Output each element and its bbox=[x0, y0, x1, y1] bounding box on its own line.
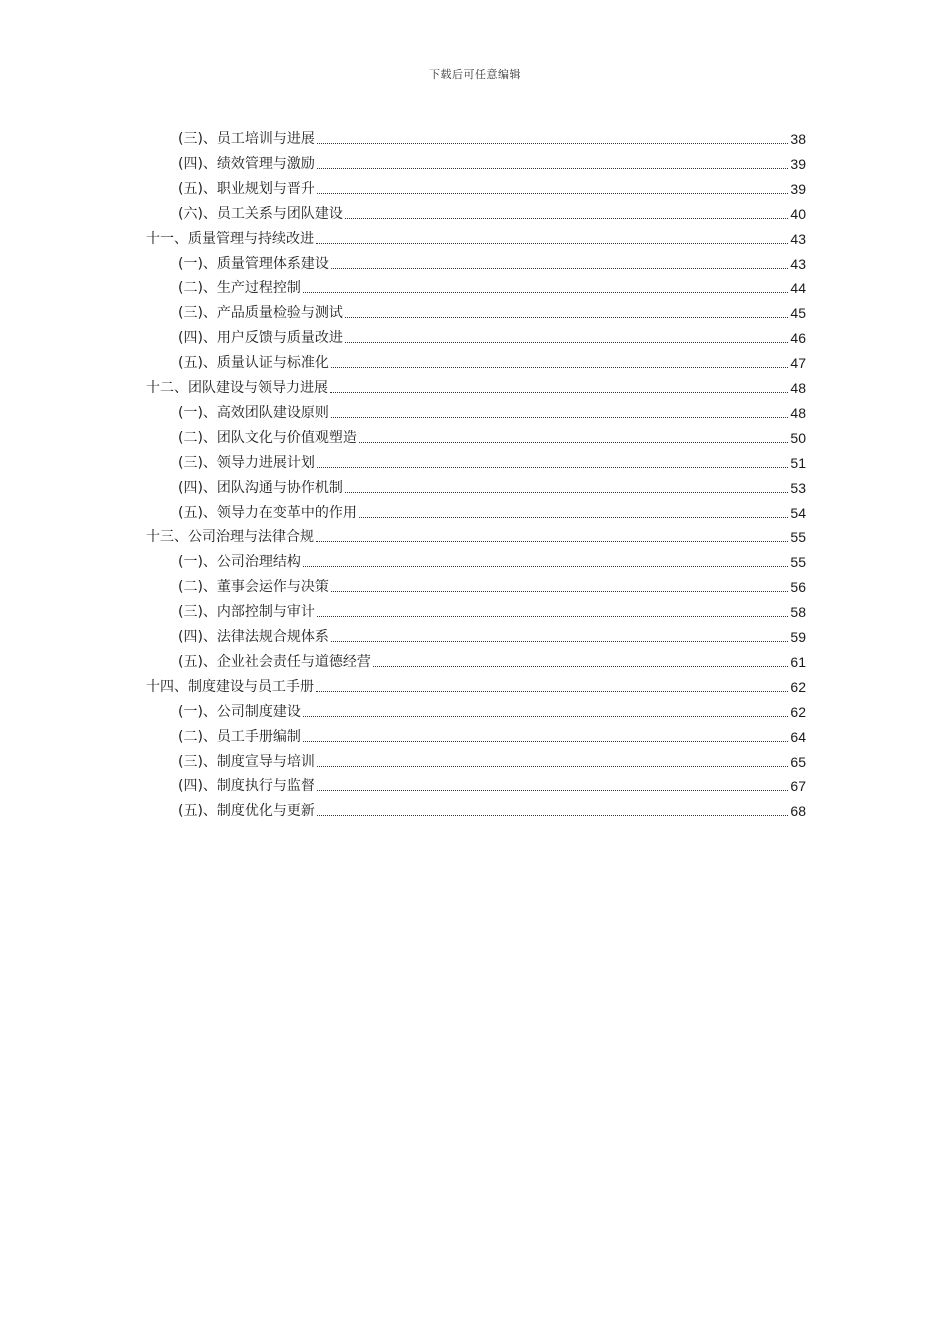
toc-entry-title: (五)、职业规划与晋升 bbox=[178, 180, 315, 197]
toc-section-entry[interactable] bbox=[178, 500, 806, 522]
toc-entry-title: (三)、产品质量检验与测试 bbox=[178, 305, 343, 322]
toc-dot-leader bbox=[359, 517, 788, 518]
toc-dot-leader bbox=[303, 292, 788, 293]
toc-entry-page-number: 47 bbox=[790, 355, 806, 372]
toc-section-entry[interactable] bbox=[178, 300, 806, 322]
toc-section-entry[interactable] bbox=[178, 773, 806, 795]
toc-dot-leader bbox=[316, 691, 788, 692]
toc-section-entry[interactable] bbox=[178, 425, 806, 447]
toc-dot-leader bbox=[317, 143, 788, 144]
toc-entry-title: (五)、质量认证与标准化 bbox=[178, 355, 329, 372]
toc-dot-leader bbox=[316, 541, 788, 542]
toc-section-entry[interactable] bbox=[178, 475, 806, 497]
toc-section-entry[interactable] bbox=[178, 549, 806, 571]
toc-entry-page-number: 59 bbox=[790, 629, 806, 645]
toc-entry-title: (二)、生产过程控制 bbox=[178, 280, 301, 297]
toc-entry-title: (一)、高效团队建设原则 bbox=[178, 404, 329, 421]
toc-section-entry[interactable] bbox=[178, 724, 806, 746]
toc-dot-leader bbox=[303, 741, 788, 742]
toc-section-entry[interactable] bbox=[178, 400, 806, 422]
toc-entry-page-number: 51 bbox=[790, 454, 806, 471]
toc-section-entry[interactable] bbox=[178, 251, 806, 273]
toc-entry-title: (四)、制度执行与监督 bbox=[178, 778, 315, 795]
toc-entry-page-number: 55 bbox=[790, 529, 806, 546]
toc-entry-title: 十四、制度建设与员工手册 bbox=[146, 678, 314, 695]
toc-dot-leader bbox=[316, 243, 788, 244]
toc-dot-leader bbox=[303, 716, 788, 717]
toc-dot-leader bbox=[345, 317, 788, 318]
toc-section-entry[interactable] bbox=[178, 699, 806, 721]
toc-entry-title: (五)、制度优化与更新 bbox=[178, 803, 315, 820]
toc-entry-title: 十三、公司治理与法律合规 bbox=[146, 529, 314, 546]
toc-entry-page-number: 40 bbox=[790, 205, 806, 222]
toc-dot-leader bbox=[303, 566, 788, 567]
toc-section-entry[interactable] bbox=[178, 275, 806, 297]
toc-entry-page-number: 67 bbox=[790, 778, 806, 795]
toc-entry-title: (四)、绩效管理与激励 bbox=[178, 155, 315, 172]
toc-section-entry[interactable] bbox=[178, 176, 806, 198]
toc-entry-title: (二)、董事会运作与决策 bbox=[178, 579, 329, 596]
toc-dot-leader bbox=[331, 591, 788, 592]
toc-entry-page-number: 48 bbox=[790, 380, 806, 396]
toc-entry-title: (五)、领导力在变革中的作用 bbox=[178, 504, 357, 521]
toc-section-entry[interactable] bbox=[178, 749, 806, 771]
toc-entry-page-number: 65 bbox=[790, 753, 806, 770]
toc-entry-page-number: 45 bbox=[790, 305, 806, 322]
toc-dot-leader bbox=[331, 641, 788, 642]
toc-entry-title: (三)、内部控制与审计 bbox=[178, 604, 315, 621]
toc-entry-title: (四)、用户反馈与质量改进 bbox=[178, 330, 343, 347]
toc-entry-title: (三)、领导力进展计划 bbox=[178, 454, 315, 471]
toc-dot-leader bbox=[345, 218, 788, 219]
toc-entry-page-number: 53 bbox=[790, 479, 806, 496]
toc-entry-title: (二)、员工手册编制 bbox=[178, 728, 301, 745]
toc-dot-leader bbox=[330, 392, 788, 393]
toc-dot-leader bbox=[317, 815, 788, 816]
toc-section-entry[interactable] bbox=[178, 798, 806, 820]
toc-entry-title: (四)、法律法规合规体系 bbox=[178, 629, 329, 645]
toc-entry-page-number: 38 bbox=[790, 131, 806, 147]
toc-entry-title: (六)、员工关系与团队建设 bbox=[178, 205, 343, 222]
toc-dot-leader bbox=[331, 268, 788, 269]
toc-entry-page-number: 48 bbox=[790, 404, 806, 421]
toc-entry-title: (三)、员工培训与进展 bbox=[178, 131, 315, 147]
toc-dot-leader bbox=[317, 467, 788, 468]
toc-entry-title: (一)、公司制度建设 bbox=[178, 703, 301, 720]
toc-entry-page-number: 62 bbox=[790, 703, 806, 720]
toc-dot-leader bbox=[345, 342, 788, 343]
toc-entry-page-number: 58 bbox=[790, 604, 806, 621]
toc-chapter-entry[interactable] bbox=[146, 674, 806, 696]
toc-dot-leader bbox=[317, 168, 788, 169]
toc-entry-title: (二)、团队文化与价值观塑造 bbox=[178, 429, 357, 446]
toc-entry-page-number: 54 bbox=[790, 504, 806, 521]
toc-entry-page-number: 50 bbox=[790, 429, 806, 446]
toc-entry-title: 十二、团队建设与领导力进展 bbox=[146, 380, 328, 396]
toc-entry-page-number: 43 bbox=[790, 255, 806, 272]
toc-chapter-entry[interactable] bbox=[146, 226, 806, 248]
toc-entry-page-number: 46 bbox=[790, 330, 806, 347]
toc-dot-leader bbox=[331, 417, 788, 418]
toc-section-entry[interactable] bbox=[178, 126, 806, 148]
toc-entry-page-number: 44 bbox=[790, 280, 806, 297]
toc-entry-page-number: 61 bbox=[790, 653, 806, 670]
toc-section-entry[interactable] bbox=[178, 201, 806, 223]
toc-dot-leader bbox=[317, 790, 788, 791]
toc-dot-leader bbox=[345, 492, 788, 493]
toc-entry-title: (一)、公司治理结构 bbox=[178, 554, 301, 571]
toc-dot-leader bbox=[317, 766, 788, 767]
toc-entry-page-number: 39 bbox=[790, 180, 806, 197]
toc-section-entry[interactable] bbox=[178, 649, 806, 671]
toc-entry-page-number: 62 bbox=[790, 678, 806, 695]
toc-section-entry[interactable] bbox=[178, 599, 806, 621]
toc-entry-title: (四)、团队沟通与协作机制 bbox=[178, 479, 343, 496]
toc-section-entry[interactable] bbox=[178, 450, 806, 472]
toc-section-entry[interactable] bbox=[178, 151, 806, 173]
toc-chapter-entry[interactable] bbox=[146, 375, 806, 397]
toc-chapter-entry[interactable] bbox=[146, 524, 806, 546]
toc-section-entry[interactable] bbox=[178, 574, 806, 596]
toc-section-entry[interactable] bbox=[178, 624, 806, 646]
toc-dot-leader bbox=[331, 367, 788, 368]
toc-dot-leader bbox=[359, 442, 788, 443]
toc-entry-page-number: 55 bbox=[790, 554, 806, 571]
toc-dot-leader bbox=[317, 193, 788, 194]
toc-dot-leader bbox=[317, 616, 788, 617]
toc-entry-title: 十一、质量管理与持续改进 bbox=[146, 230, 314, 247]
toc-entry-page-number: 56 bbox=[790, 579, 806, 596]
toc-entry-page-number: 43 bbox=[790, 230, 806, 247]
page-header: 下载后可任意编辑 bbox=[429, 68, 521, 81]
toc-entry-title: (一)、质量管理体系建设 bbox=[178, 255, 329, 272]
toc-dot-leader bbox=[373, 666, 788, 667]
toc-section-entry[interactable] bbox=[178, 350, 806, 372]
toc-entry-title: (三)、制度宣导与培训 bbox=[178, 753, 315, 770]
toc-entry-page-number: 64 bbox=[790, 728, 806, 745]
toc-entry-title: (五)、企业社会责任与道德经营 bbox=[178, 653, 371, 670]
toc-entry-page-number: 68 bbox=[790, 803, 806, 820]
toc-entry-page-number: 39 bbox=[790, 155, 806, 172]
toc-section-entry[interactable] bbox=[178, 325, 806, 347]
